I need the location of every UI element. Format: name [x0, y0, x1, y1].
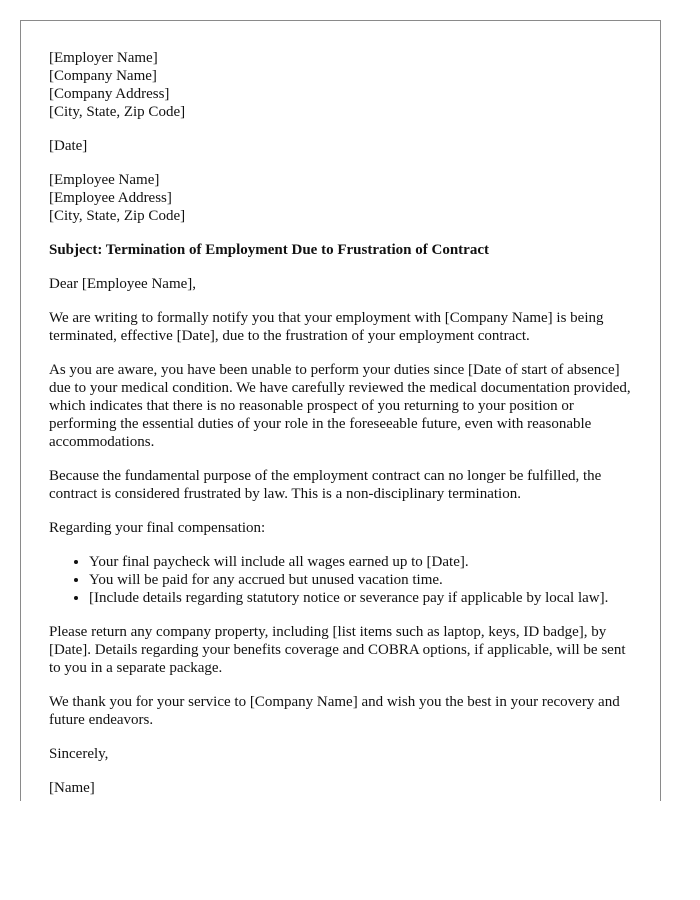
list-item: • Your final paycheck will include all wages earned up to [Date].	[89, 553, 635, 571]
employee-city-state-zip: [City, State, Zip Code]	[49, 208, 186, 224]
company-name: [Company Name]	[49, 68, 157, 84]
signature-name: [Name]	[49, 780, 95, 796]
paragraph-medical: As you are aware, you have been unable to perform your duties since [Date of start of absence] due to your medical condition. We have carefully reviewed the medical documentation provided, which indicates that there is no reasonable prospect of you returning to your position or performing the essential duties of your role in the foreseeable future, even with reasonable accommodations.	[49, 362, 631, 450]
compensation-list	[49, 553, 635, 607]
paragraph-notice: We are writing to formally notify you that your employment with [Company Name] is being terminated, effective [Date], due to the frustration of your employment contract.	[49, 310, 604, 344]
salutation: Dear [Employee Name],	[49, 276, 197, 292]
employee-address-block	[49, 171, 635, 225]
letter-page	[20, 20, 661, 801]
paragraph-frustration: Because the fundamental purpose of the employment contract can no longer be fulfilled, the contract is considered frustrated by law. This is a non-disciplinary termination.	[49, 468, 602, 502]
paragraph-compensation-intro: Regarding your final compensation:	[49, 520, 266, 536]
subject-line: Subject: Termination of Employment Due to Frustration of Contract	[49, 242, 489, 258]
letter-body	[49, 49, 635, 801]
employee-name: [Employee Name]	[49, 172, 160, 188]
employer-address-block	[49, 49, 635, 121]
signoff: Sincerely,	[49, 746, 109, 762]
paragraph-thanks: We thank you for your service to [Company Name] and wish you the best in your recovery and future endeavors.	[49, 694, 620, 728]
list-item: • [Include details regarding statutory notice or severance pay if applicable by local law].	[89, 589, 635, 607]
list-item: • You will be paid for any accrued but unused vacation time.	[89, 571, 635, 589]
letter-date: [Date]	[49, 138, 88, 154]
company-city-state-zip: [City, State, Zip Code]	[49, 104, 186, 120]
company-address: [Company Address]	[49, 86, 170, 102]
paragraph-company-property: Please return any company property, including [list items such as laptop, keys, ID badge], by [Date]. Details regarding your benefits coverage and COBRA options, if applicable, will be sent to you in a separate package.	[49, 624, 626, 676]
employee-address: [Employee Address]	[49, 190, 172, 206]
employer-name: [Employer Name]	[49, 50, 158, 66]
